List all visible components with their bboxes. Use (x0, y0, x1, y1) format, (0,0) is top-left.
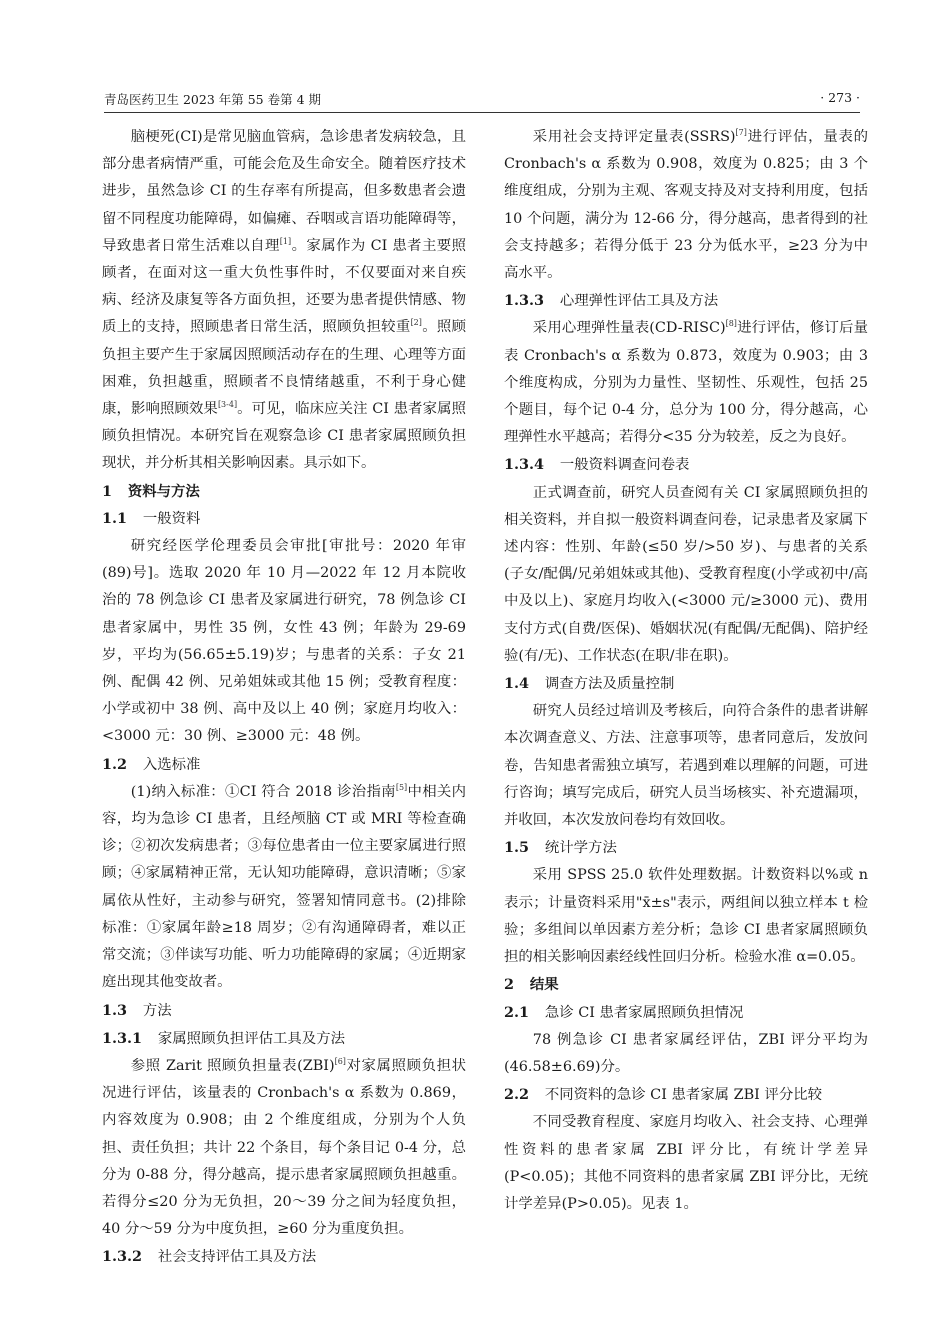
citation: [3-4] (217, 400, 238, 410)
citation: [2] (410, 318, 422, 328)
journal-title: 青岛医药卫生 2023 年第 55 卷第 4 期 (104, 92, 322, 107)
section-heading: 1.3 方法 (102, 1001, 172, 1019)
section-heading: 1.4 调查方法及质量控制 (504, 675, 675, 693)
page-number: · 273 · (820, 90, 860, 105)
body-paragraph: 参照 Zarit 照顾负担量表(ZBI)[6]对家属照顾负担状况进行评估，该量表的 Cronbach's α 系数为 0.869，内容效度为 0.908；由 2 个维度组成，分别为个人负担、责任负担；共计 22 个条目，每个条目记 0-4 分，总分为 0-88 分，得分越高，提示患者家属照顾负担越重。若得分≤20 分为无负担，20～39 分之间为轻度负担，40 分～59 分为中度负担，≥60 分为重度负担。 (102, 1057, 466, 1238)
citation: [1] (279, 237, 292, 247)
citation: [6] (334, 1057, 346, 1067)
section-heading: 2 结果 (504, 976, 559, 994)
section-heading: 1.3.1 家属照顾负担评估工具及方法 (102, 1029, 345, 1047)
section-heading: 1.1 一般资料 (102, 509, 201, 527)
citation: [5] (395, 783, 408, 793)
section-heading: 2.2 不同资料的急诊 CI 患者家属 ZBI 评分比较 (504, 1086, 822, 1104)
citation: [7] (735, 128, 747, 138)
body-paragraph: 正式调查前，研究人员查阅有关 CI 家属照顾负担的相关资料，并自拟一般资料调查问卷，记录患者及家属下述内容：性别、年龄(≤50 岁/>50 岁)、与患者的关系(子女/配偶/兄弟姐妹或其他)、受教育程度(小学或初中/高中及以上)、家庭月均收入(<3000 元/≥3000 元)、费用支付方式(自费/医保)、婚姻状况(有配偶/无配偶)、陪护经验(有/无)、工作状态(在职/非在职)。 (504, 484, 868, 664)
intro-paragraph: 脑梗死(CI)是常见脑血管病，急诊患者发病较急，且部分患者病情严重，可能会危及生命安全。随着医疗技术进步，虽然急诊 CI 的生存率有所提高，但多数患者会遗留不同程度功能障碍，如偏瘫、吞咽或言语功能障碍等，导致患者日常生活难以自理[1]。家属作为 CI 患者主要照顾者，在面对这一重大负性事件时，不仅要面对来自疾病、经济及康复等各方面负担，还要为患者提供情感、物质上的支持，照顾患者日常生活，照顾负担较重[2]。照顾负担主要产生于家属因照顾活动存在的生理、心理等方面困难，负担越重，照顾者不良情绪越重，不利于身心健康，影响照顾效果[3-4]。可见，临床应关注 CI 患者家属照顾负担情况。本研究旨在观察急诊 CI 患者家属照顾负担现状，并分析其相关影响因素。具示如下。 (102, 129, 466, 472)
header-rule (104, 112, 860, 113)
body-paragraph: 研究人员经过培训及考核后，向符合条件的患者讲解本次调查意义、方法、注意事项等，患者同意后，发放问卷，告知患者需独立填写，若遇到难以理解的问题，可进行咨询；填写完成后，研究人员当场核实、补充遗漏项，并收回，本次发放问卷均有效回收。 (504, 703, 868, 829)
right-column (504, 124, 868, 1218)
section-heading: 1.5 统计学方法 (504, 839, 617, 857)
page-header (104, 90, 860, 112)
body-paragraph: 采用心理弹性量表(CD-RISC)[8]进行评估，修订后量表 Cronbach's α 系数为 0.873，效度为 0.903；由 3 个维度构成，分别为力量性、坚韧性、乐观性，包括 25 个题目，每个记 0-4 分，总分为 100 分，得分越高，心理弹性水平越高；若得分<35 分为较差，反之为良好。 (504, 319, 868, 446)
section-heading: 1.2 入选标准 (102, 755, 201, 773)
body-paragraph: (1)纳入标准：①CI 符合 2018 诊治指南[5]中相关内容，均为急诊 CI 患者，且经颅脑 CT 或 MRI 等检查确诊；②初次发病患者；③每位患者由一位主要家属进行照顾；④家属精神正常，无认知功能障碍，意识清晰；⑤家属依从性好，主动参与研究，签署知情同意书。(2)排除标准：①家属年龄≥18 周岁；②有沟通障碍者，难以正常交流；③伴读写功能、听力功能障碍的家属；④近期家庭出现其他变故者。 (102, 783, 466, 991)
section-heading: 1.3.3 心理弹性评估工具及方法 (504, 292, 719, 310)
body-paragraph: 采用社会支持评定量表(SSRS)[7]进行评估，量表的 Cronbach's α 系数为 0.908，效度为 0.825；由 3 个维度组成，分别为主观、客观支持及对支持利用度，包括 10 个问题，满分为 12-66 分，得分越高，患者得到的社会支持越多；若得分低于 23 分为低水平，≥23 分为中高水平。 (504, 128, 868, 282)
section-heading: 1.3.4 一般资料调查问卷表 (504, 456, 690, 474)
citation: [8] (725, 319, 737, 329)
section-heading: 1.3.2 社会支持评估工具及方法 (102, 1248, 317, 1266)
section-heading: 1 资料与方法 (102, 482, 200, 500)
body-paragraph: 不同受教育程度、家庭月均收入、社会支持、心理弹性资料的患者家属 ZBI 评分比，有统计学差异(P<0.05)；其他不同资料的患者家属 ZBI 评分比，无统计学差异(P>0.05)。见表 1。 (504, 1114, 868, 1212)
body-paragraph: 研究经医学伦理委员会审批[审批号：2020 年审(89)号]。选取 2020 年 10 月—2022 年 12 月本院收治的 78 例急诊 CI 患者及家属进行研究，78 例急诊 CI 患者家属中，男性 35 例，女性 43 例；年龄为 29-69 岁，平均为(56.65±5.19)岁；与患者的关系：子女 21 例、配偶 42 例、兄弟姐妹或其他 15 例；受教育程度：小学或初中 38 例、高中及以上 40 例；家庭月均收入：<3000 元：30 例、≥3000 元：48 例。 (102, 538, 466, 745)
left-column (102, 124, 466, 1272)
section-heading: 2.1 急诊 CI 患者家属照顾负担情况 (504, 1003, 744, 1021)
body-paragraph: 采用 SPSS 25.0 软件处理数据。计数资料以%或 n 表示；计量资料采用"x̄±s"表示，两组间以独立样本 t 检验；多组间以单因素方差分析；急诊 CI 患者家属照顾负担的相关影响因素经线性回归分析。检验水准 α=0.05。 (504, 867, 868, 966)
body-paragraph: 78 例急诊 CI 患者家属经评估，ZBI 评分平均为(46.58±6.69)分。 (504, 1031, 868, 1075)
